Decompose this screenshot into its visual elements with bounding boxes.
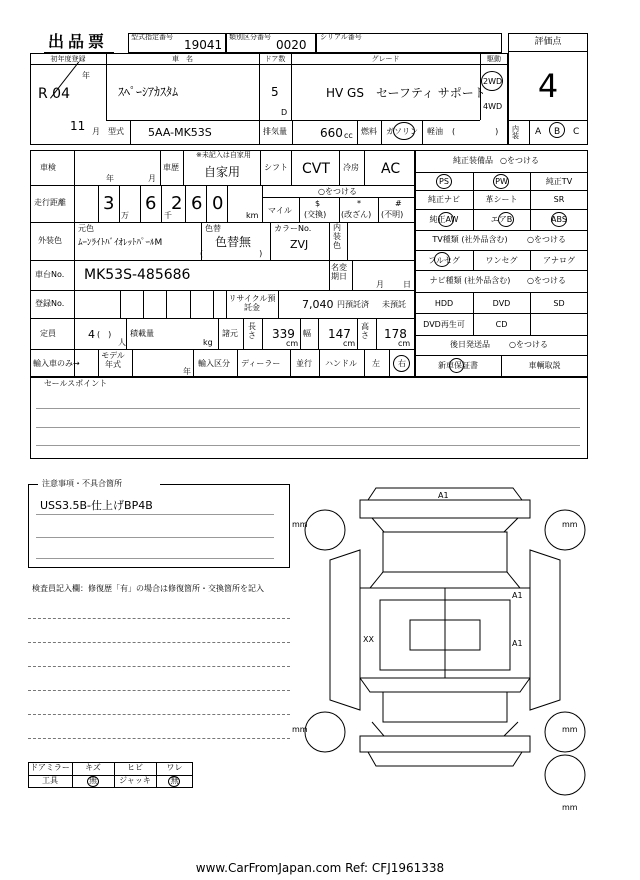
equip-aw: 純正AW: [429, 215, 459, 224]
wheel-rear-left: [305, 712, 345, 752]
fuel-gasoline: ガソリン: [386, 127, 418, 136]
svg-text:mm: mm: [562, 725, 578, 734]
later-warranty-circle: [449, 358, 464, 373]
handle-right: 右: [398, 359, 406, 368]
mileage-digit-1: 3: [103, 193, 115, 214]
aircon: AC: [381, 161, 401, 177]
equip-navi: 純正ナビ: [428, 195, 460, 204]
equip-airbag-circle: [498, 212, 514, 227]
interior-c: C: [573, 127, 580, 137]
tool-status: 無: [89, 776, 97, 785]
navi-hdd: HDD: [434, 299, 454, 308]
shift: CVT: [302, 161, 330, 177]
equip-abs-circle: [551, 212, 567, 227]
notes-box: [28, 484, 290, 568]
svg-text:mm: mm: [562, 520, 578, 529]
mark-left-door: XX: [363, 635, 374, 644]
mileage-digit-5: 0: [212, 193, 224, 214]
drive-2wd-circle: [481, 71, 503, 91]
equip-pw-circle: [493, 174, 509, 189]
wheel-front-left: [305, 510, 345, 550]
equip-pw: PW: [495, 177, 508, 186]
tv-fullseg-circle: [434, 252, 450, 267]
mileage-digit-2: 6: [145, 193, 157, 214]
drive-4wd: 4WD: [483, 102, 503, 111]
jack-status: 無: [170, 776, 179, 785]
svg-text:mm: mm: [292, 520, 308, 529]
sheet-title: 出品票: [48, 32, 109, 51]
mark-front-bumper: A1: [438, 491, 449, 500]
interior-b-circle: [549, 122, 565, 138]
navi-dvd: DVD: [492, 299, 511, 308]
length: 339: [272, 327, 295, 341]
spare-wheel: [545, 755, 585, 795]
vehicle-name: ｽﾍﾟｰｼｱｶｽﾀﾑ: [118, 85, 179, 99]
handle-right-circle: [393, 355, 410, 372]
equip-tv: 純正TV: [545, 177, 573, 186]
vehicle-history: 自家用: [204, 165, 241, 179]
score-value: 4: [537, 67, 559, 105]
sales-point-label: セールスポイント: [44, 379, 108, 388]
tv-analog: アナログ: [543, 256, 575, 265]
mileage-digit-4: 6: [191, 193, 203, 214]
jack-status-circle: [168, 776, 180, 787]
notes-label: 注意事項・不具合箇所: [42, 479, 122, 488]
width: 147: [328, 327, 351, 341]
model-code: 5AA-MK53S: [148, 126, 212, 139]
recycle-amount: 7,040: [302, 298, 334, 311]
svg-text:mm: mm: [562, 803, 578, 812]
equip-airbag: エアB: [490, 215, 513, 224]
repaint: 色替無: [215, 235, 252, 249]
capacity: 4: [88, 328, 95, 341]
mileage-digit-3: 2: [171, 193, 183, 214]
displacement: 660: [320, 126, 343, 140]
original-color: ﾑｰﾝﾗｲﾄﾊﾞｲｵﾚｯﾄﾊﾟｰﾙM: [78, 238, 163, 248]
door-type: D: [281, 108, 288, 117]
later-manual: 車輌取説: [528, 361, 561, 370]
fuel-gasoline-circle: [393, 122, 415, 140]
navi-dvd-play: DVD再生可: [423, 320, 465, 329]
wheel-front-right: [545, 510, 585, 550]
color-number: ZVJ: [290, 238, 309, 251]
later-warranty: 新車保証書: [438, 361, 478, 370]
equip-ps: PS: [439, 177, 449, 186]
equip-sr: SR: [553, 195, 565, 204]
equip-ps-circle: [436, 174, 452, 189]
mark-right-front-door: A1: [512, 591, 523, 600]
svg-text:mm: mm: [292, 725, 308, 734]
height: 178: [384, 327, 407, 341]
car-diagram: [290, 470, 600, 820]
equip-leather: 革シート: [485, 195, 518, 204]
tool-status-circle: [87, 776, 99, 787]
first-registration-year: R 04: [38, 86, 70, 102]
category-number: 0020: [276, 38, 307, 52]
notes-line-1: USS3.5B-仕上げBP4B: [40, 499, 153, 512]
grade: HV GS セーフティ サポート: [326, 86, 486, 100]
interior-a: A: [535, 127, 542, 137]
chassis-number: MK53S-485686: [84, 267, 191, 283]
door-count: 5: [271, 85, 279, 99]
tv-oneseg: ワンセグ: [485, 256, 518, 265]
sales-point-box: [30, 377, 588, 459]
navi-cd: CD: [495, 320, 508, 329]
mark-right-rear-door: A1: [512, 639, 523, 648]
score-label: 評価点: [534, 37, 562, 47]
equip-aw-circle: [438, 212, 454, 227]
equip-abs: ABS: [551, 215, 567, 224]
footer-watermark: www.CarFromJapan.com Ref: CFJ1961338: [195, 861, 445, 875]
drive-2wd: 2WD: [483, 77, 503, 86]
navi-sd: SD: [553, 299, 565, 308]
first-registration-month: 11: [70, 119, 86, 133]
tv-fullseg: フルセグ: [428, 256, 460, 265]
interior-b: B: [554, 127, 561, 137]
type-number: 19041: [184, 38, 223, 52]
inspector-label: 検査員記入欄：修復歴「有」の場合は修復箇所・交換箇所を記入: [32, 584, 264, 593]
